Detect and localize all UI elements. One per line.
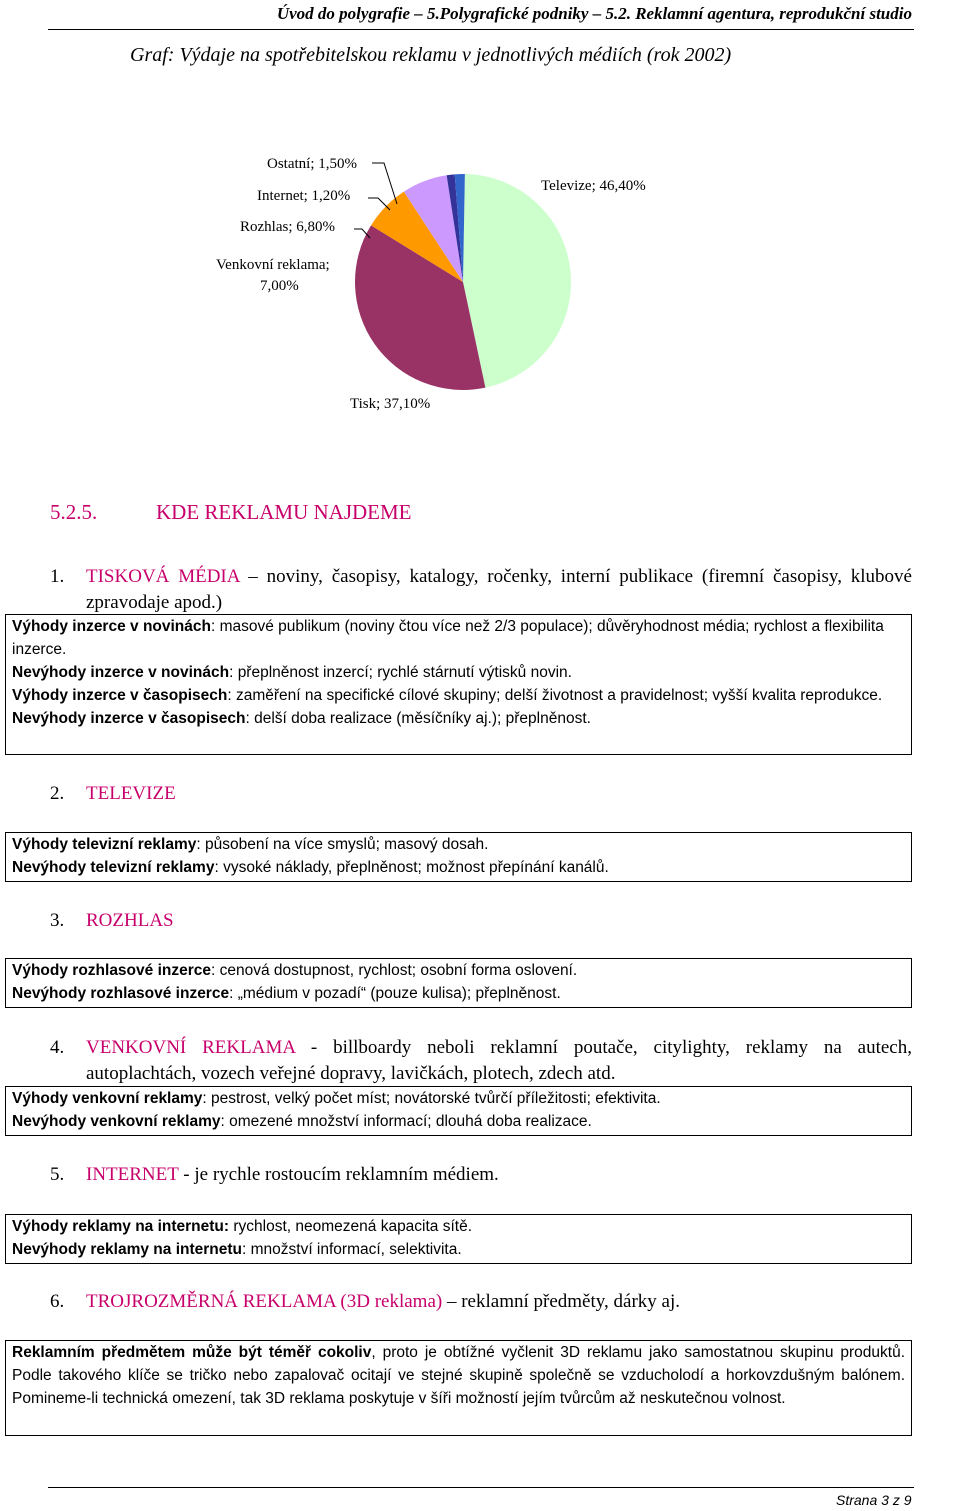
box-line: Výhody inzerce v novinách: masové publikum (noviny čtou více než 2/3 populace); důvěryhodnost média; rychlost a flexibilita inzerce. <box>12 618 884 658</box>
item-title: TELEVIZE <box>86 783 176 804</box>
box-line: Výhody inzerce v časopisech: zaměření na specifické cílové skupiny; delší životnost a pravidelnost; vyšší kvalita reprodukce. <box>12 687 883 704</box>
item-number: 3. <box>50 910 65 931</box>
box-line: Výhody reklamy na internetu: rychlost, neomezená kapacita sítě. <box>12 1218 473 1235</box>
footer-rule <box>48 1487 914 1488</box>
box-line: Výhody rozhlasové inzerce: cenová dostupnost, rychlost; osobní forma oslovení. <box>12 962 578 979</box>
item-number: 1. <box>50 566 65 587</box>
item-description: – reklamní předměty, dárky aj. <box>442 1291 680 1312</box>
item-number: 2. <box>50 783 65 804</box>
item-description: - je rychle rostoucím reklamním médiem. <box>178 1164 499 1185</box>
pie-label-televize: Televize; 46,40% <box>541 178 646 194</box>
box-line: Nevýhody televizní reklamy: vysoké náklady, přeplněnost; možnost přepínání kanálů. <box>12 859 609 876</box>
item-heading-tiskova-media <box>86 564 912 616</box>
item-heading-rozhlas <box>86 908 174 934</box>
pie-label-rozhlas: Rozhlas; 6,80% <box>240 219 335 235</box>
page-number: Strana 3 z 9 <box>836 1492 912 1508</box>
item-heading-televize <box>86 781 176 807</box>
item-title: TISKOVÁ MÉDIA <box>86 566 240 587</box>
item-heading-internet <box>86 1162 499 1188</box>
box-line: Nevýhody rozhlasové inzerce: „médium v pozadí“ (pouze kulisa); přeplněnost. <box>12 985 561 1002</box>
pie-slice-televize <box>463 174 571 388</box>
item-number: 5. <box>50 1164 65 1185</box>
item-title: TROJROZMĚRNÁ REKLAMA (3D reklama) <box>86 1291 443 1312</box>
box-line: Nevýhody inzerce v novinách: přeplněnost inzercí; rychlé stárnutí výtisků novin. <box>12 664 572 681</box>
item-number: 6. <box>50 1291 65 1312</box>
advantages-box-rozhlas <box>5 958 912 1008</box>
item-title: ROZHLAS <box>86 910 174 931</box>
pie-label-tisk: Tisk; 37,10% <box>350 396 431 412</box>
item-heading-venkovni-reklama <box>86 1035 912 1087</box>
pie-chart <box>0 0 960 430</box>
section-number: 5.2.5. <box>50 500 98 524</box>
item-description: - billboardy neboli reklamní poutače, citylighty, reklamy na autech, autoplachtách, vozech veřejné dopravy, lavičkách, plotech, zdech atd. <box>86 1037 912 1084</box>
item-number: 4. <box>50 1037 65 1058</box>
page-header: Úvod do polygrafie – 5.Polygrafické podniky – 5.2. Reklamní agentura, reprodukční studio <box>276 4 912 23</box>
pie-label-venkovni-line1: Venkovní reklama; <box>216 257 330 273</box>
section-title: KDE REKLAMU NAJDEME <box>156 500 412 524</box>
box-line: Nevýhody venkovní reklamy: omezené množství informací; dlouhá doba realizace. <box>12 1113 592 1130</box>
advantages-box-venkovni <box>5 1086 912 1136</box>
pie-label-internet: Internet; 1,20% <box>257 188 351 204</box>
advantages-box-internet <box>5 1214 912 1264</box>
advantages-box-televize <box>5 832 912 882</box>
box-line: Nevýhody inzerce v časopisech: delší doba realizace (měsíčníky aj.); přeplněnost. <box>12 710 591 727</box>
item-title: VENKOVNÍ REKLAMA <box>86 1037 296 1058</box>
graph-title: Graf: Výdaje na spotřebitelskou reklamu v jednotlivých médiích (rok 2002) <box>130 44 732 66</box>
box-line: Výhody televizní reklamy: působení na více smyslů; masový dosah. <box>12 836 489 853</box>
item-title: INTERNET <box>86 1164 179 1185</box>
box-line: Reklamním předmětem může být téměř cokoliv, proto je obtížné vyčlenit 3D reklamu jako samostatnou skupinu produktů. Podle takového klíče se tričko nebo zapalovač ocitají ve stejné skupině společně se vzducholodí a horkovzdušným balónem. Pomineme-li technická omezení, tak 3D reklama poskytuje v šíři možností jejím tvůrcům až neskutečnou volnost. <box>12 1344 905 1407</box>
advantages-box-tisk <box>5 614 912 755</box>
pie-label-venkovni-line2: 7,00% <box>260 278 299 294</box>
box-line: Výhody venkovní reklamy: pestrost, velký počet míst; novátorské tvůrčí příležitosti; efektivita. <box>12 1090 661 1107</box>
item-description: – noviny, časopisy, katalogy, ročenky, interní publikace (firemní časopisy, klubové zpravodaje apod.) <box>86 566 912 613</box>
box-line: Nevýhody reklamy na internetu: množství informací, selektivita. <box>12 1241 462 1258</box>
item-heading-3d-reklama <box>86 1289 680 1315</box>
advantages-box-3d <box>5 1340 912 1436</box>
pie-label-ostatni: Ostatní; 1,50% <box>267 156 357 172</box>
